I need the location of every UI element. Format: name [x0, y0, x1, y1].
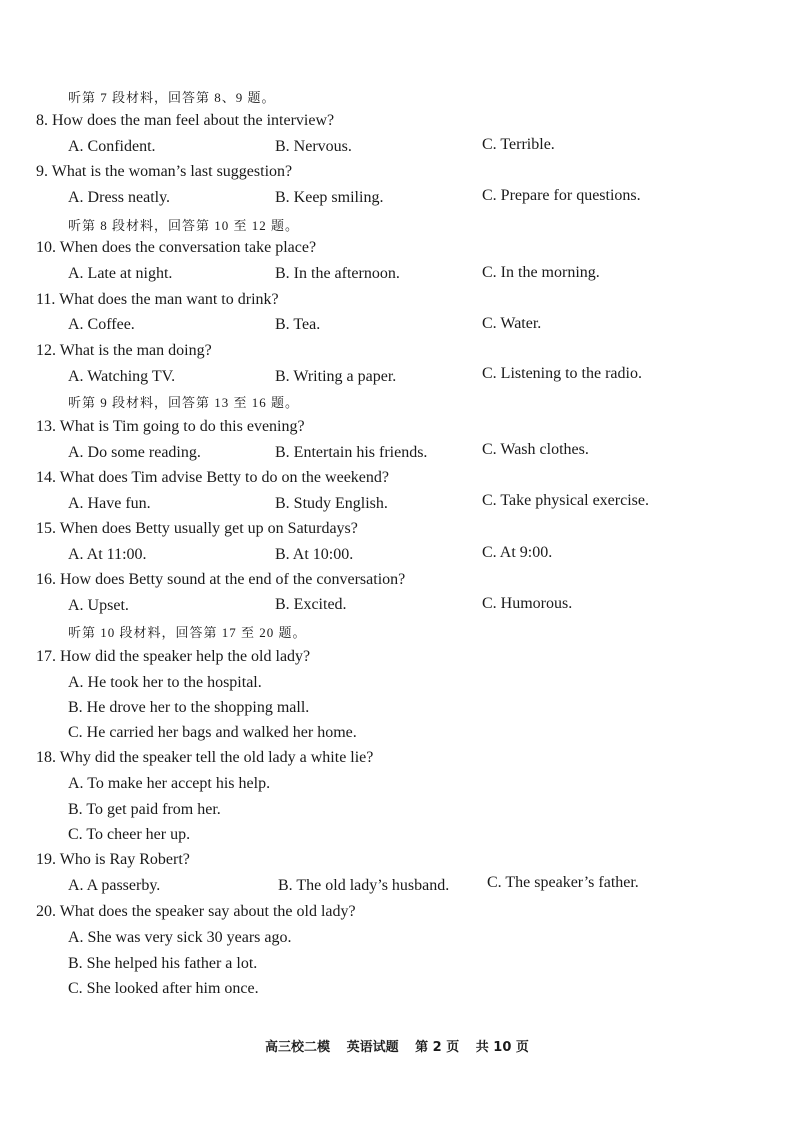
- question-18: 18. Why did the speaker tell the old lady a white lie?: [36, 749, 374, 766]
- q16-option-c: C. Humorous.: [482, 595, 573, 612]
- section-10-instruction: 听第 10 段材料，回答第 17 至 20 题。: [68, 625, 307, 640]
- q17-option-b: B. He drove her to the shopping mall.: [68, 699, 310, 716]
- question-17: 17. How did the speaker help the old lady?: [36, 648, 311, 665]
- q14-option-b: B. Study English.: [275, 495, 388, 512]
- q8-option-c: C. Terrible.: [482, 136, 555, 153]
- q15-option-a: A. At 11:00.: [68, 546, 147, 563]
- q10-option-c: C. In the morning.: [482, 264, 600, 281]
- q14-option-c: C. Take physical exercise.: [482, 492, 649, 509]
- q13-option-b: B. Entertain his friends.: [275, 444, 428, 461]
- section-8-instruction: 听第 8 段材料，回答第 10 至 12 题。: [68, 218, 300, 233]
- q19-option-a: A. A passerby.: [68, 877, 161, 894]
- q18-option-a: A. To make her accept his help.: [68, 775, 271, 792]
- footer-subject: 英语试题: [346, 1040, 399, 1055]
- q20-option-c: C. She looked after him once.: [68, 980, 259, 997]
- q8-option-a: A. Confident.: [68, 138, 156, 155]
- q17-option-c: C. He carried her bags and walked her home.: [68, 724, 357, 741]
- question-8: 8. How does the man feel about the interview?: [36, 112, 335, 129]
- q9-option-c: C. Prepare for questions.: [482, 187, 641, 204]
- q18-option-c: C. To cheer her up.: [68, 826, 191, 843]
- q18-option-b: B. To get paid from her.: [68, 801, 221, 818]
- q9-option-a: A. Dress neatly.: [68, 189, 171, 206]
- q19-option-b: B. The old lady’s husband.: [278, 877, 450, 894]
- q13-option-a: A. Do some reading.: [68, 444, 201, 461]
- q9-option-b: B. Keep smiling.: [275, 189, 384, 206]
- q10-option-b: B. In the afternoon.: [275, 265, 400, 282]
- q16-option-a: A. Upset.: [68, 597, 129, 614]
- question-15: 15. When does Betty usually get up on Saturdays?: [36, 520, 358, 537]
- question-10: 10. When does the conversation take place?: [36, 239, 317, 256]
- section-9-instruction: 听第 9 段材料，回答第 13 至 16 题。: [68, 395, 300, 410]
- q11-option-c: C. Water.: [482, 315, 542, 332]
- q12-option-a: A. Watching TV.: [68, 368, 176, 385]
- q11-option-b: B. Tea.: [275, 316, 321, 333]
- q19-option-c: C. The speaker’s father.: [487, 874, 639, 891]
- question-9: 9. What is the woman’s last suggestion?: [36, 163, 293, 180]
- page-footer: [0, 1036, 794, 1055]
- q15-option-c: C. At 9:00.: [482, 544, 553, 561]
- question-11: 11. What does the man want to drink?: [36, 291, 279, 308]
- q12-option-c: C. Listening to the radio.: [482, 365, 642, 382]
- footer-total: 共 10 页: [475, 1040, 529, 1055]
- q13-option-c: C. Wash clothes.: [482, 441, 589, 458]
- footer-exam: 高三校二模: [265, 1040, 331, 1055]
- q11-option-a: A. Coffee.: [68, 316, 135, 333]
- q10-option-a: A. Late at night.: [68, 265, 173, 282]
- q8-option-b: B. Nervous.: [275, 138, 352, 155]
- footer-page: 第 2 页: [415, 1040, 460, 1055]
- q16-option-b: B. Excited.: [275, 596, 347, 613]
- question-20: 20. What does the speaker say about the old lady?: [36, 903, 356, 920]
- section-7-instruction: 听第 7 段材料，回答第 8、9 题。: [68, 90, 276, 105]
- q20-option-a: A. She was very sick 30 years ago.: [68, 929, 292, 946]
- question-14: 14. What does Tim advise Betty to do on the weekend?: [36, 469, 389, 486]
- q17-option-a: A. He took her to the hospital.: [68, 674, 262, 691]
- question-13: 13. What is Tim going to do this evening?: [36, 418, 305, 435]
- question-16: 16. How does Betty sound at the end of the conversation?: [36, 571, 406, 588]
- question-12: 12. What is the man doing?: [36, 342, 212, 359]
- q15-option-b: B. At 10:00.: [275, 546, 354, 563]
- q14-option-a: A. Have fun.: [68, 495, 151, 512]
- question-19: 19. Who is Ray Robert?: [36, 851, 190, 868]
- q20-option-b: B. She helped his father a lot.: [68, 955, 258, 972]
- q12-option-b: B. Writing a paper.: [275, 368, 397, 385]
